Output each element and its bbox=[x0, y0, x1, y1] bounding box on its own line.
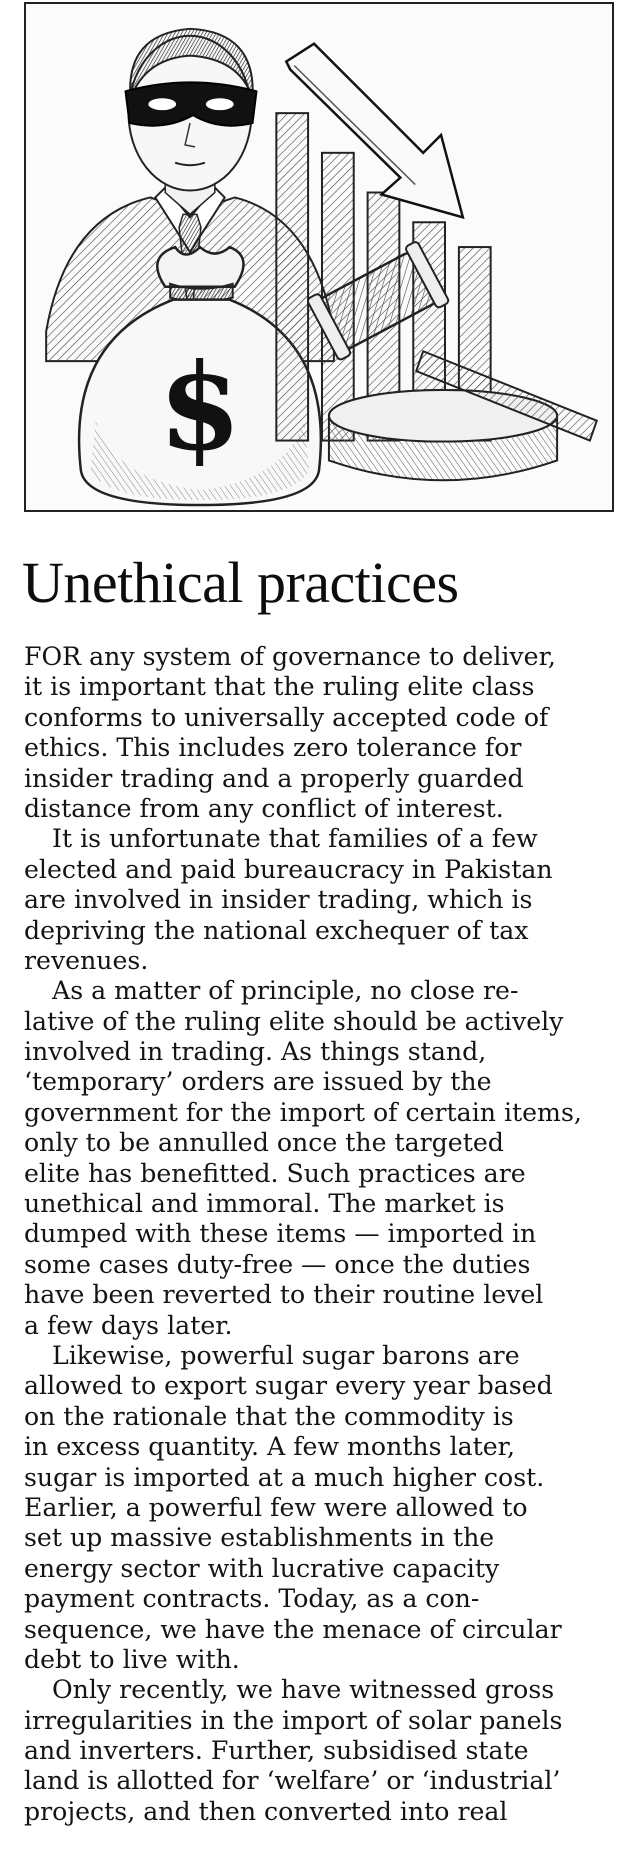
body-line: government for the import of certain items, bbox=[24, 1097, 582, 1127]
article-body bbox=[24, 642, 618, 1827]
body-line: set up massive establishments in the bbox=[24, 1523, 495, 1553]
editorial-illustration bbox=[24, 2, 614, 512]
body-line: As a matter of principle, no close re- bbox=[52, 976, 519, 1006]
body-line: some cases duty-free — once the duties bbox=[24, 1249, 531, 1279]
body-line: are involved in insider trading, which is bbox=[24, 885, 533, 915]
body-line: ‘temporary’ orders are issued by the bbox=[24, 1067, 492, 1097]
paragraph-4 bbox=[24, 1341, 618, 1675]
body-line: in excess quantity. A few months later, bbox=[24, 1432, 515, 1462]
body-line: it is important that the ruling elite class bbox=[24, 672, 535, 702]
body-line: conforms to universally accepted code of bbox=[24, 702, 549, 732]
body-line: insider trading and a properly guarded bbox=[24, 763, 524, 793]
body-line: on the rationale that the commodity is bbox=[24, 1401, 514, 1431]
paragraph-5 bbox=[24, 1675, 618, 1827]
body-line: sugar is imported at a much higher cost. bbox=[24, 1462, 545, 1492]
paragraph-1 bbox=[24, 642, 618, 824]
body-line: lative of the ruling elite should be actively bbox=[24, 1006, 564, 1036]
body-line: irregularities in the import of solar panels bbox=[24, 1705, 563, 1735]
body-line: It is unfortunate that families of a few bbox=[52, 824, 538, 854]
svg-text:$: $ bbox=[158, 337, 242, 478]
body-line: sequence, we have the menace of circular bbox=[24, 1614, 562, 1644]
body-line: payment contracts. Today, as a con- bbox=[24, 1584, 480, 1614]
body-line: Earlier, a powerful few were allowed to bbox=[24, 1492, 528, 1522]
body-line: elite has benefitted. Such practices are bbox=[24, 1158, 526, 1188]
body-line: elected and paid bureaucracy in Pakistan bbox=[24, 854, 553, 884]
body-line: depriving the national exchequer of tax bbox=[24, 915, 529, 945]
body-line: unethical and immoral. The market is bbox=[24, 1189, 505, 1219]
body-line: ethics. This includes zero tolerance for bbox=[24, 733, 522, 763]
body-line: distance from any conflict of interest. bbox=[24, 793, 504, 823]
paragraph-2 bbox=[24, 824, 618, 976]
body-line: Likewise, powerful sugar barons are bbox=[52, 1340, 520, 1370]
body-line: energy sector with lucrative capacity bbox=[24, 1553, 500, 1583]
article-headline: Unethical practices bbox=[22, 550, 459, 615]
body-line: have been reverted to their routine level bbox=[24, 1280, 544, 1310]
body-line: FOR any system of governance to deliver, bbox=[24, 642, 556, 671]
paragraph-3 bbox=[24, 976, 618, 1341]
body-line: projects, and then converted into real bbox=[24, 1796, 508, 1826]
body-line: involved in trading. As things stand, bbox=[24, 1037, 487, 1067]
body-line: debt to live with. bbox=[24, 1644, 240, 1674]
body-line: allowed to export sugar every year based bbox=[24, 1371, 553, 1401]
body-line: land is allotted for ‘welfare’ or ‘industrial’ bbox=[24, 1766, 561, 1796]
body-line: Only recently, we have witnessed gross bbox=[52, 1675, 555, 1705]
body-line: dumped with these items — imported in bbox=[24, 1219, 537, 1249]
body-line: and inverters. Further, subsidised state bbox=[24, 1736, 529, 1766]
body-line: a few days later. bbox=[24, 1310, 233, 1340]
body-line: revenues. bbox=[24, 945, 149, 975]
body-line: only to be annulled once the targeted bbox=[24, 1128, 504, 1158]
